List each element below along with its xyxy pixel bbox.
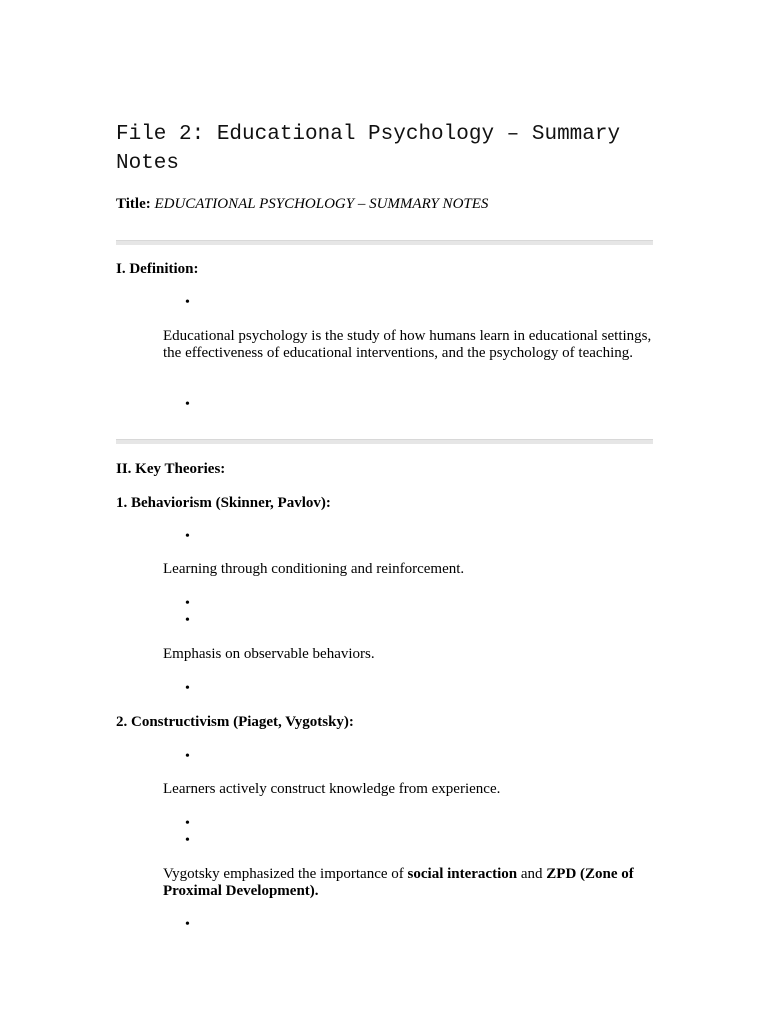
point-text: Vygotsky emphasized the importance of: [163, 866, 408, 882]
bullet-point: •: [185, 596, 190, 611]
bullet-point: •: [185, 529, 190, 544]
section-theories-heading: II. Key Theories:: [116, 461, 226, 477]
definition-paragraph: Educational psychology is the study of how humans learn in educational settings, the effectiveness of educational interventions, and the psychology of teaching.: [163, 328, 652, 361]
emphasis-social-interaction: social interaction: [407, 866, 518, 882]
behaviorism-point-2: Emphasis on observable behaviors.: [163, 646, 375, 662]
bullet-point: •: [185, 681, 190, 696]
section-definition-heading: I. Definition:: [116, 261, 199, 277]
emphasis-zpd: ZPD (Zone of Proximal Development).: [163, 866, 634, 899]
point-text: and: [517, 866, 547, 882]
bullet-point: •: [185, 917, 190, 932]
document-heading: File 2: Educational Psychology – Summary Notes: [116, 123, 621, 175]
constructivism-heading: 2. Constructivism (Piaget, Vygotsky):: [116, 714, 354, 730]
bullet-point: •: [185, 816, 190, 831]
constructivism-point-2: [163, 866, 658, 900]
title-value: EDUCATIONAL PSYCHOLOGY – SUMMARY NOTES: [154, 196, 489, 212]
bullet-point: •: [185, 397, 190, 412]
behaviorism-point-1: Learning through conditioning and reinforcement.: [163, 561, 465, 577]
bullet-point: •: [185, 833, 190, 848]
bullet-point: •: [185, 613, 190, 628]
behaviorism-heading: 1. Behaviorism (Skinner, Pavlov):: [116, 495, 331, 511]
horizontal-rule: [116, 240, 653, 245]
constructivism-point-1: Learners actively construct knowledge from experience.: [163, 781, 501, 797]
bullet-point: •: [185, 749, 190, 764]
horizontal-rule: [116, 439, 653, 444]
title-label: Title:: [116, 196, 151, 212]
title-line: [116, 195, 488, 213]
bullet-point: •: [185, 295, 190, 310]
